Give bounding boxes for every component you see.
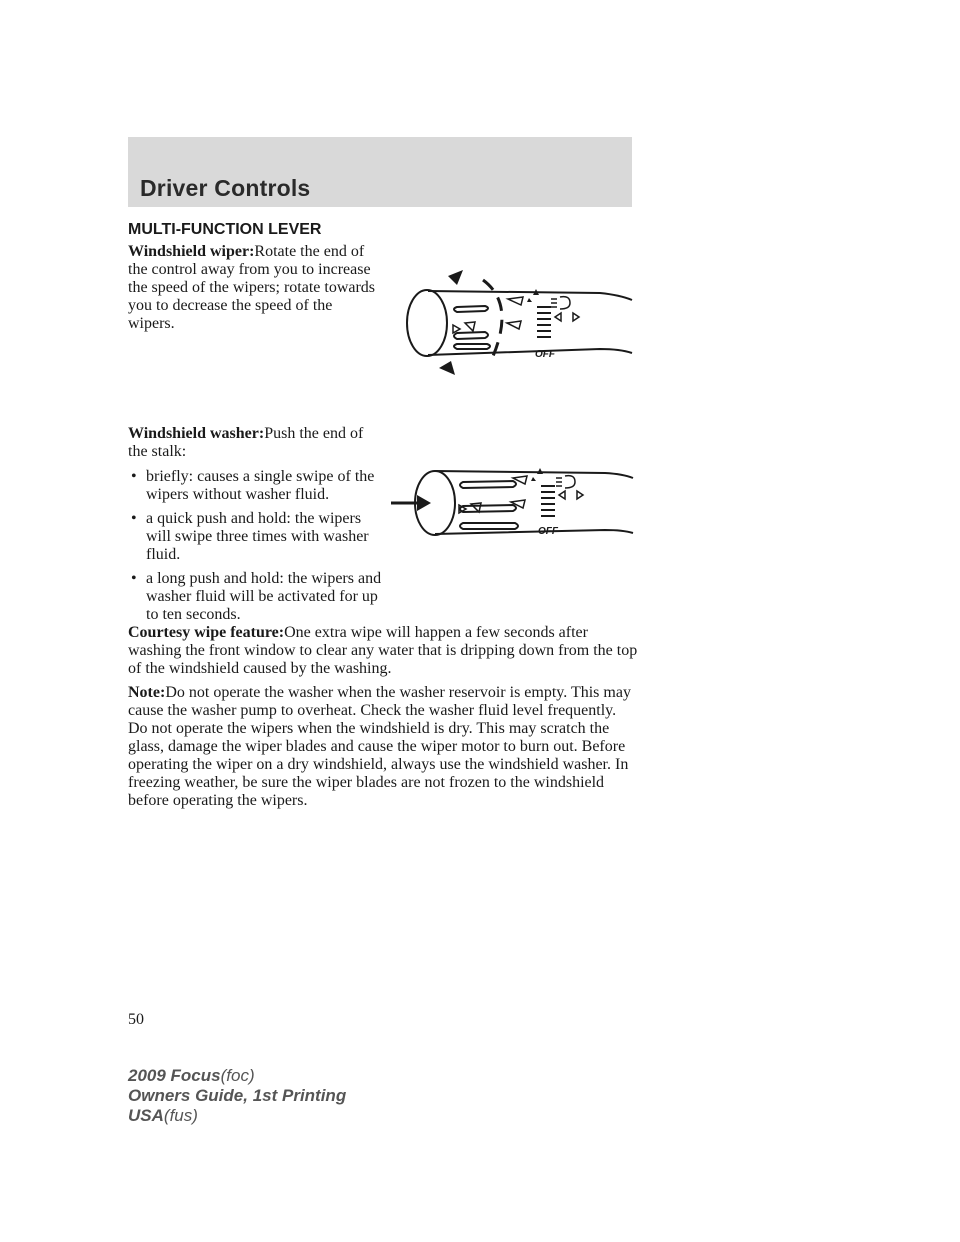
intermittent-icon <box>527 289 539 302</box>
washer-paragraph <box>128 425 380 461</box>
note-text: Do not operate the washer when the washer reservoir is empty. This may cause the washer pump to overheat. Check the washer fluid level frequently. Do not operate the wipers when the windshield is dry. This may scratch the glass, damage the wiper blades and cause the wiper motor to burn out. Before operating the wiper on a dry windshield, always use the windshield washer. In freezing weather, be sure the wiper blades are not frozen to the windshield before operating the wipers. <box>128 684 631 809</box>
list-item: • a quick push and hold: the wipers will swipe three times with washer fluid. <box>131 510 369 563</box>
arrow-down-icon <box>439 361 455 375</box>
list-item: • briefly: causes a single swipe of the wipers without washer fluid. <box>131 468 375 503</box>
bullet-icon: • <box>131 468 137 485</box>
off-label: OFF <box>535 349 555 360</box>
courtesy-paragraph <box>128 624 638 678</box>
footer <box>128 1066 346 1126</box>
headlamp-icon <box>556 476 583 499</box>
section-title: Driver Controls <box>140 175 311 201</box>
footer-line: USA(fus) <box>128 1106 198 1125</box>
bullet-icon: • <box>131 570 137 587</box>
speed-scale-icon <box>537 307 551 337</box>
arrow-up-icon <box>448 270 463 285</box>
wiper-symbol-icon <box>453 297 523 333</box>
footer-line: 2009 Focus(foc) <box>128 1066 255 1085</box>
wiper-label: Windshield wiper: <box>128 243 255 260</box>
section-heading: MULTI-FUNCTION LEVER <box>128 221 322 238</box>
washer-text: Push the end of the stalk: <box>128 425 364 460</box>
header-band <box>128 137 632 207</box>
headlamp-icon <box>551 297 579 321</box>
courtesy-label: Courtesy wipe feature: <box>128 624 285 641</box>
courtesy-text: One extra wipe will happen a few seconds after washing the front window to clear any water that is dripping down from the top of the windshield caused by the washing. <box>128 624 638 677</box>
off-label: OFF <box>538 526 558 537</box>
page-number: 50 <box>128 1011 144 1028</box>
bullet-icon: • <box>131 510 137 527</box>
lever-push-figure <box>385 458 640 548</box>
wiper-paragraph <box>128 243 380 333</box>
note-label: Note: <box>128 684 166 701</box>
washer-label: Windshield washer: <box>128 425 265 442</box>
speed-scale-icon <box>541 486 555 516</box>
arrow-right-icon <box>391 495 431 511</box>
footer-line: Owners Guide, 1st Printing <box>128 1086 347 1105</box>
list-item: • a long push and hold: the wipers and washer fluid will be activated for up to ten seconds. <box>131 570 382 623</box>
wiper-text: Rotate the end of the control away from you to increase the speed of the wipers; rotate towards you to decrease the speed of the wipers. <box>128 243 376 332</box>
note-paragraph <box>128 684 638 810</box>
intermittent-icon <box>531 468 543 481</box>
lever-rotate-figure <box>395 265 640 380</box>
